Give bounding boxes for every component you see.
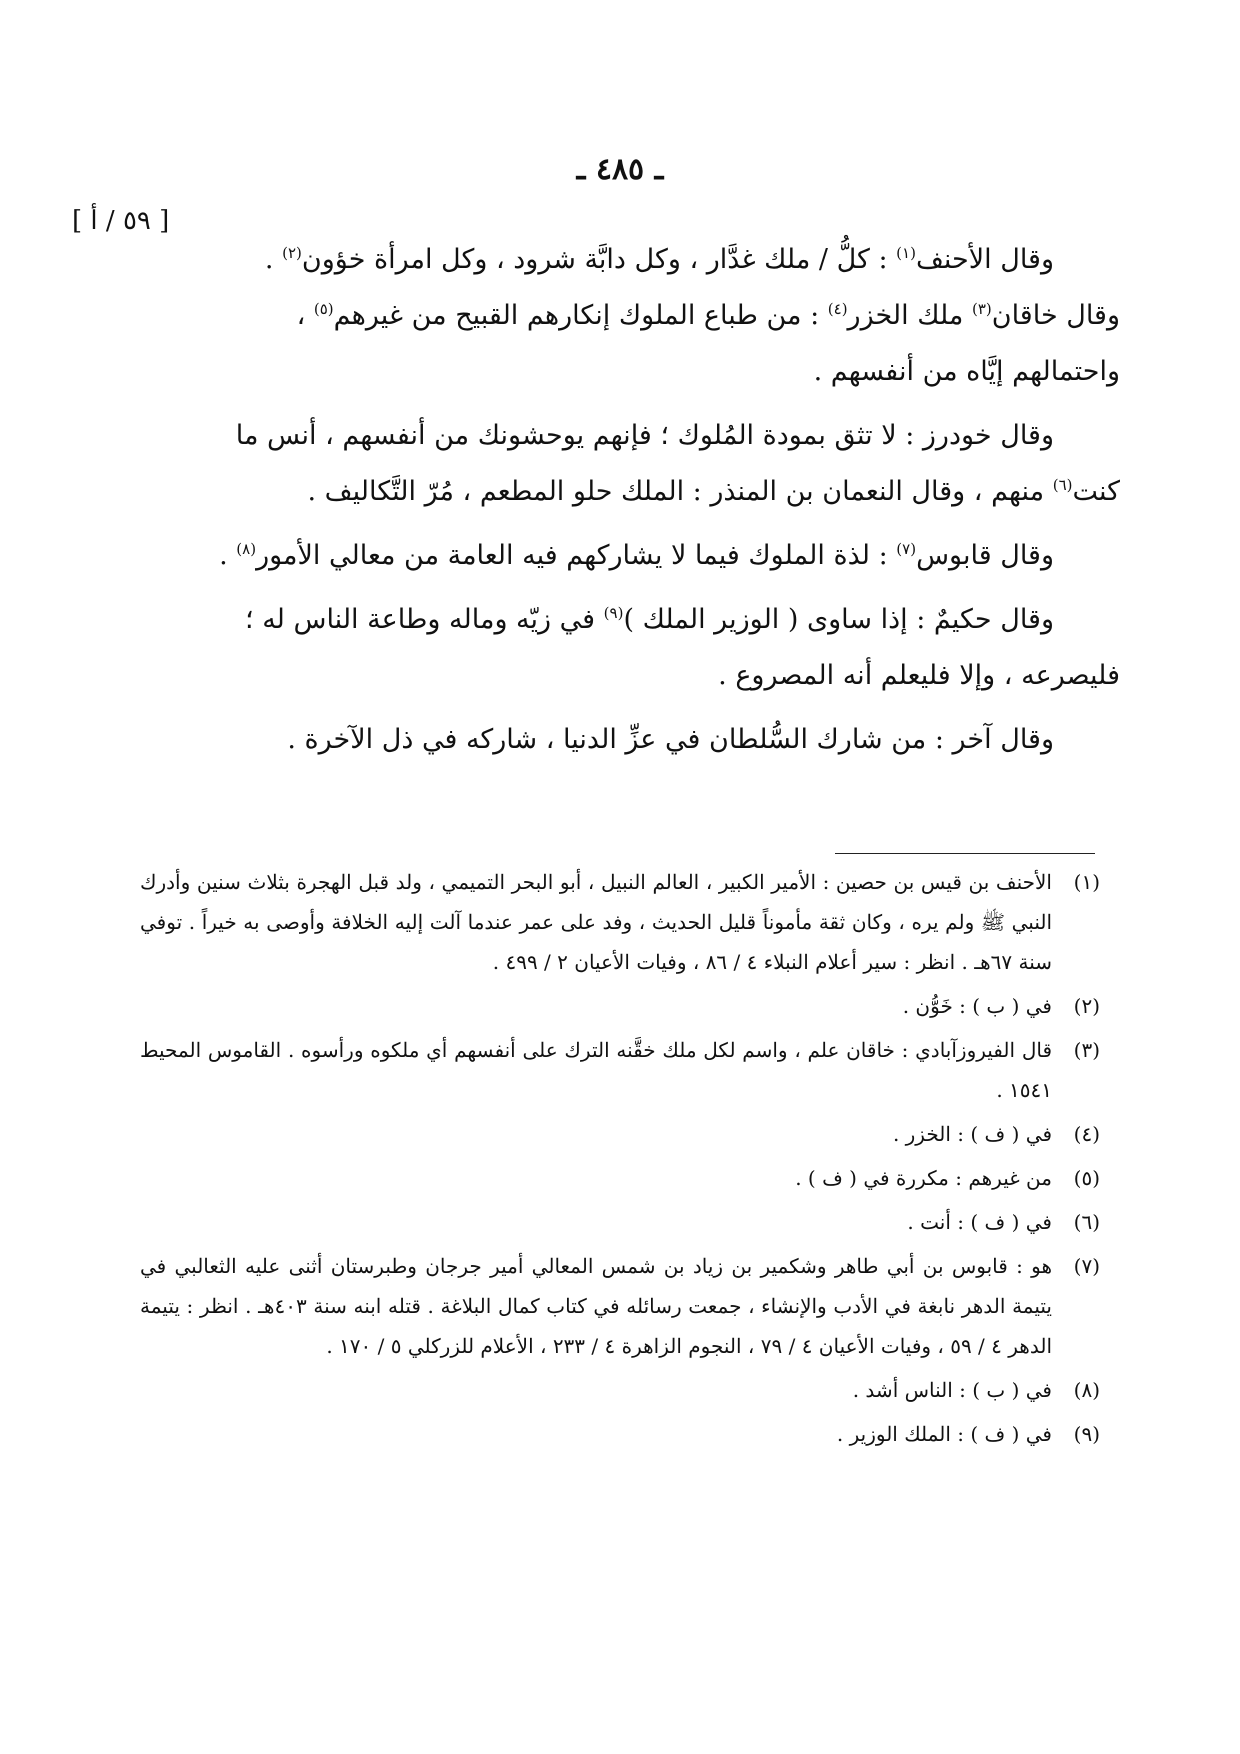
footnote xyxy=(140,1114,1100,1154)
footnote-text: قال الفيروزآبادي : خاقان علم ، واسم لكل ملك خقَّنه الترك على أنفسهم أي ملكوه ورأسوه . القاموس المحيط ١٥٤١ . xyxy=(140,1038,1052,1102)
footnote-number: (٧) xyxy=(1073,1254,1100,1278)
footnote-number: (٨) xyxy=(1073,1378,1100,1402)
main-line xyxy=(140,592,1120,648)
footnote xyxy=(140,1414,1100,1454)
footnote xyxy=(140,1246,1100,1366)
footnote-number: (٥) xyxy=(1073,1166,1100,1190)
line-text: وقال الأحنف xyxy=(915,244,1054,275)
footnote-number: (٦) xyxy=(1073,1210,1100,1234)
footnote-ref: (٦) xyxy=(1052,476,1073,494)
footnote-ref: (٢) xyxy=(282,244,302,262)
main-line: وقال خودرز : لا تثق بمودة المُلوك ؛ فإنهم يوحشونك من أنفسهم ، أنس ما xyxy=(235,420,1054,451)
main-line xyxy=(140,232,1120,288)
footnote-number: (٢) xyxy=(1073,994,1100,1018)
footnote-text: في ( ف ) : الملك الوزير . xyxy=(836,1422,1052,1446)
footnote-number: (٤) xyxy=(1073,1122,1100,1146)
footnote-text: في ( ف ) : الخزر . xyxy=(892,1122,1052,1146)
line-text: : لذة الملوك فيما لا يشاركهم فيه العامة من معالي الأمور xyxy=(256,540,897,571)
footnote-text: في ( ب ) : خَوُّن . xyxy=(902,994,1052,1018)
footnote-text: هو : قابوس بن أبي طاهر وشكمير بن زياد بن شمس المعالي أمير جرجان وطبرستان أثنى عليه الثعالبي في يتيمة الدهر نابغة في الأدب والإنشاء ، جمعت رسائله في كتاب كمال البلاغة . قتله ابنه سنة ٤٠٣هـ . انظر : يتيمة الدهر ٤ / ٥٩ ، وفيات الأعيان ٤ / ٧٩ ، النجوم الزاهرة ٤ / ٢٣٣ ، الأعلام للزركلي ٥ / ١٧٠ . xyxy=(140,1254,1053,1358)
footnote-ref: (٨) xyxy=(236,540,257,558)
footnote-text: من غيرهم : مكررة في ( ف ) . xyxy=(795,1166,1052,1190)
footnote xyxy=(140,986,1100,1026)
footnote xyxy=(140,1202,1100,1242)
footnote-ref: (٩) xyxy=(603,604,624,622)
line-text: . xyxy=(264,244,283,275)
footnote-text: في ( ب ) : الناس أشد . xyxy=(852,1378,1052,1402)
main-line xyxy=(140,464,1120,520)
line-text: وقال خاقان xyxy=(991,300,1120,331)
line-text: كنت xyxy=(1072,476,1120,507)
line-text: ملك الخزر xyxy=(847,300,972,331)
footnote-number: (٩) xyxy=(1073,1422,1100,1446)
footnote xyxy=(140,1158,1100,1198)
footnote-text: الأحنف بن قيس بن حصين : الأمير الكبير ، العالم النبيل ، أبو البحر التميمي ، ولد قبل الهجرة بثلاث سنين وأدرك النبي ﷺ ولم يره ، وكان ثقة مأموناً قليل الحديث ، وفد على عمر عندما آلت إليه الخلافة وأوصى به خيراً . توفي سنة ٦٧هـ . انظر : سير أعلام النبلاء ٤ / ٨٦ ، وفيات الأعيان ٢ / ٤٩٩ . xyxy=(140,870,1053,974)
line-text: : كلُّ / ملك غدَّار ، وكل دابَّة شرود ، وكل امرأة خؤون xyxy=(301,244,897,275)
footnote-separator xyxy=(835,853,1095,854)
line-text: منهم ، وقال النعمان بن المنذر : الملك حلو المطعم ، مُرّ التَّكاليف . xyxy=(307,476,1053,507)
footnote-number: (٣) xyxy=(1073,1038,1100,1062)
line-text: . xyxy=(219,540,237,571)
line-text: وقال قابوس xyxy=(916,540,1054,571)
main-line: فليصرعه ، وإلا فليعلم أنه المصروع . xyxy=(718,660,1120,691)
footnote-ref: (١) xyxy=(896,244,916,262)
main-line xyxy=(140,528,1120,584)
footnote-ref: (٤) xyxy=(827,300,848,318)
line-text: : من طباع الملوك إنكارهم القبيح من غيرهم xyxy=(333,300,828,331)
footnote-ref: (٣) xyxy=(971,300,992,318)
line-text: ، xyxy=(296,300,314,331)
footnote xyxy=(140,1370,1100,1410)
footnote-number: (١) xyxy=(1073,870,1100,894)
page-number: ـ ٤٨٥ ـ xyxy=(576,152,664,187)
line-text: في زيّه وماله وطاعة الناس له ؛ xyxy=(245,604,604,635)
main-text xyxy=(140,232,1120,768)
line-text: وقال حكيمٌ : إذا ساوى ( الوزير الملك ) xyxy=(623,604,1054,635)
footnotes xyxy=(140,862,1100,1458)
manuscript-folio-marker: [ ٥٩ / أ ] xyxy=(72,206,170,236)
footnote xyxy=(140,1030,1100,1110)
footnote-ref: (٥) xyxy=(313,300,334,318)
footnote-ref: (٧) xyxy=(896,540,917,558)
footnote xyxy=(140,862,1100,982)
main-line: واحتمالهم إيَّاه من أنفسهم . xyxy=(813,356,1120,387)
main-line xyxy=(140,288,1120,344)
main-line: وقال آخر : من شارك السُّلطان في عزِّ الدنيا ، شاركه في ذل الآخرة . xyxy=(287,724,1054,755)
footnote-text: في ( ف ) : أنت . xyxy=(907,1210,1052,1234)
